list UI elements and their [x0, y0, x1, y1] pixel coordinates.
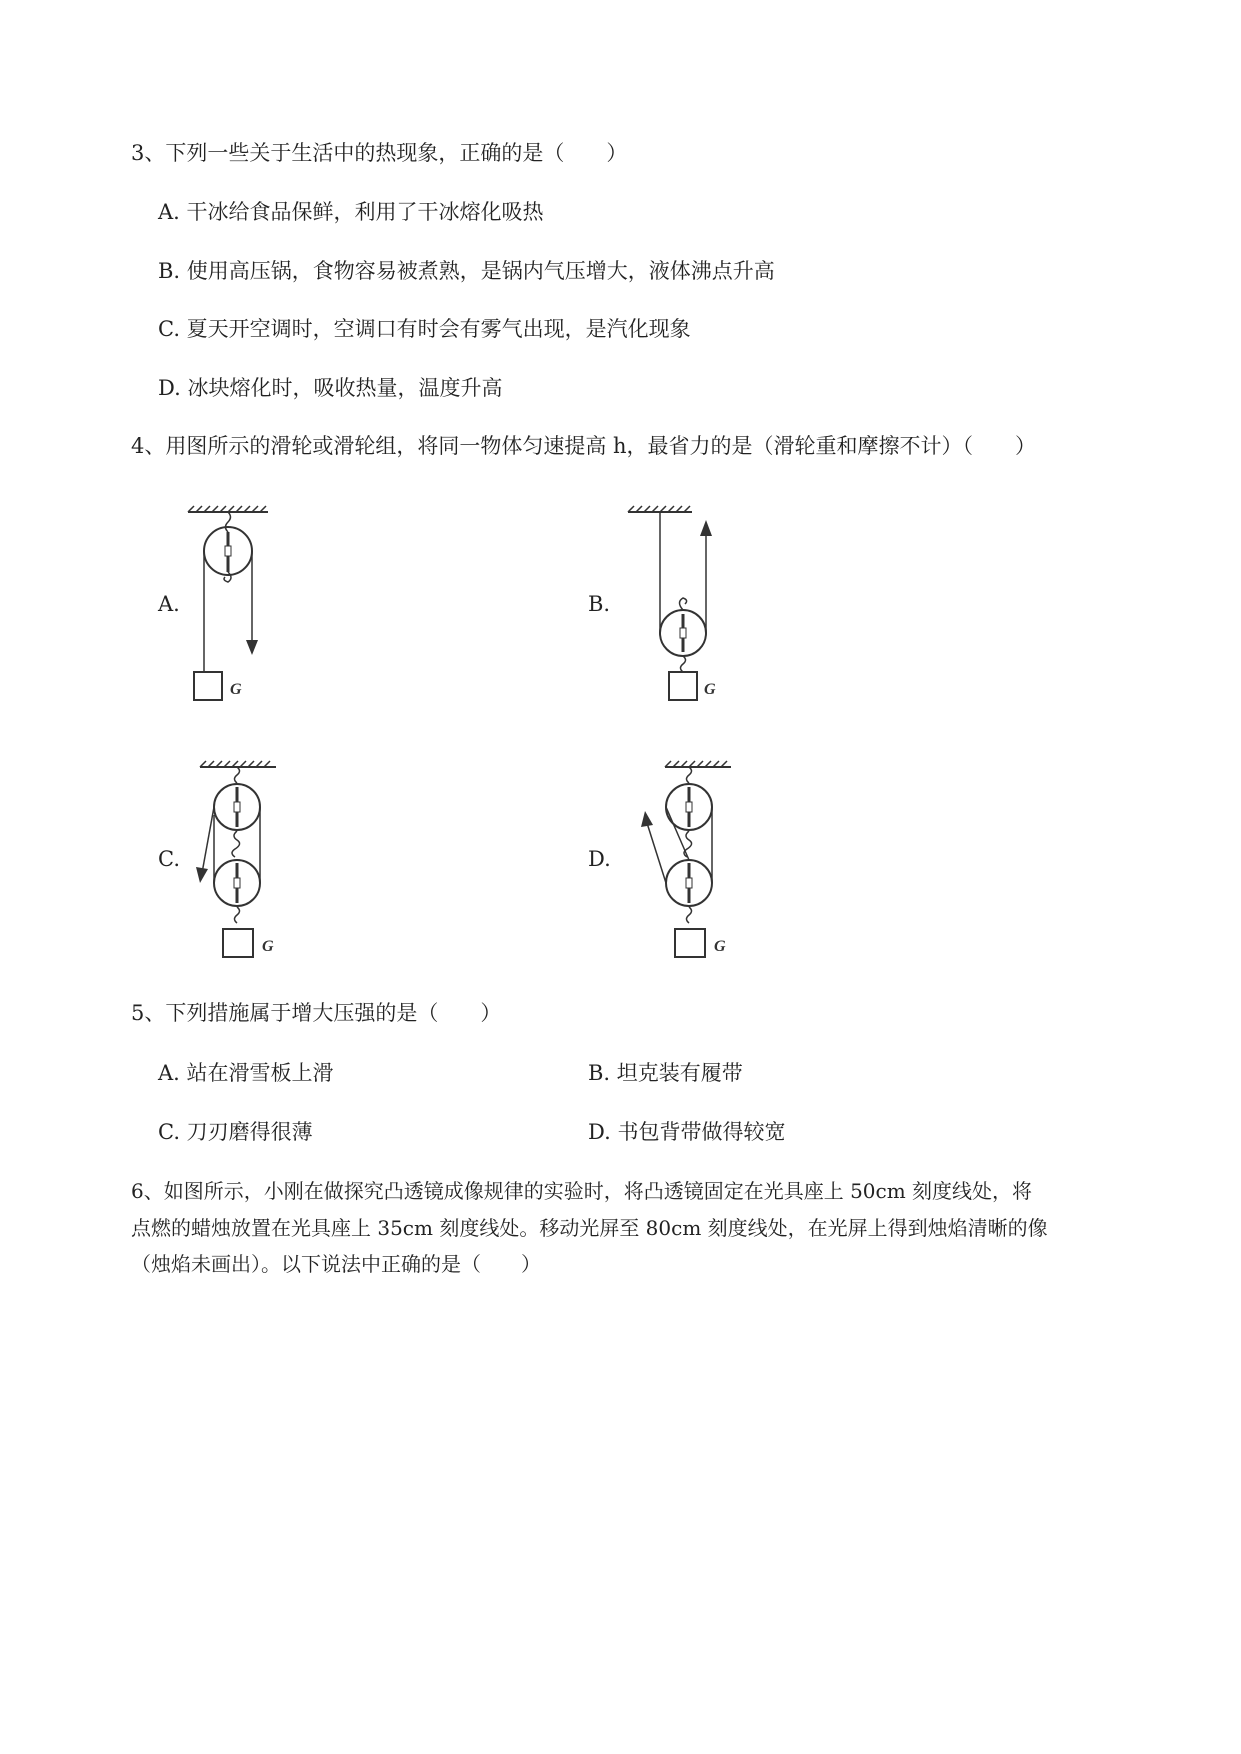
fixed-pulley-diagram [180, 500, 280, 710]
question-3-option-d: D. 冰块熔化时，吸收热量，温度升高 [158, 376, 503, 400]
question-4-label-b: B. [588, 592, 611, 616]
question-5-option-b: B. 坦克装有履带 [588, 1061, 743, 1085]
weight-label-b: G [704, 681, 716, 698]
question-5-option-d: D. 书包背带做得较宽 [588, 1120, 786, 1144]
question-4-label-c: C. [158, 847, 180, 871]
question-6-line-3: （烛焰未画出）。以下说法中正确的是（ ） [131, 1252, 541, 1276]
question-4-label-d: D. [588, 847, 611, 871]
question-5-option-c: C. 刀刃磨得很薄 [158, 1120, 313, 1144]
weight-label-c: G [262, 938, 274, 955]
question-3-option-c: C. 夏天开空调时，空调口有时会有雾气出现，是汽化现象 [158, 317, 691, 341]
pulley-figure-d [625, 755, 735, 969]
question-6-line-2: 点燃的蜡烛放置在光具座上 35cm 刻度线处。移动光屏至 80cm 刻度线处，在光屏上得到烛焰清晰的像 [131, 1216, 1048, 1240]
pulley-figure-b [620, 500, 720, 714]
question-3-stem: 3、下列一些关于生活中的热现象，正确的是（ ） [131, 141, 628, 165]
pulley-figure-a [180, 500, 280, 714]
question-6-line-1: 6、如图所示，小刚在做探究凸透镜成像规律的实验时，将凸透镜固定在光具座上 50cm 刻度线处，将 [131, 1179, 1033, 1203]
question-4-stem: 4、用图所示的滑轮或滑轮组，将同一物体匀速提高 h，最省力的是（滑轮重和摩擦不计）（ ） [131, 434, 1037, 458]
question-5-option-a: A. 站在滑雪板上滑 [158, 1061, 334, 1085]
question-3-option-a: A. 干冰给食品保鲜，利用了干冰熔化吸热 [158, 200, 544, 224]
pulley-figure-c [180, 755, 290, 969]
movable-pulley-diagram [620, 500, 720, 710]
question-3-option-b: B. 使用高压锅，食物容易被煮熟，是锅内气压增大，液体沸点升高 [158, 259, 775, 283]
weight-label-a: G [230, 681, 242, 698]
pulley-block-diagram-c [180, 755, 290, 965]
question-5-stem: 5、下列措施属于增大压强的是（ ） [131, 1001, 502, 1025]
pulley-block-diagram-d [625, 755, 735, 965]
question-4-label-a: A. [158, 592, 180, 616]
weight-label-d: G [714, 938, 726, 955]
